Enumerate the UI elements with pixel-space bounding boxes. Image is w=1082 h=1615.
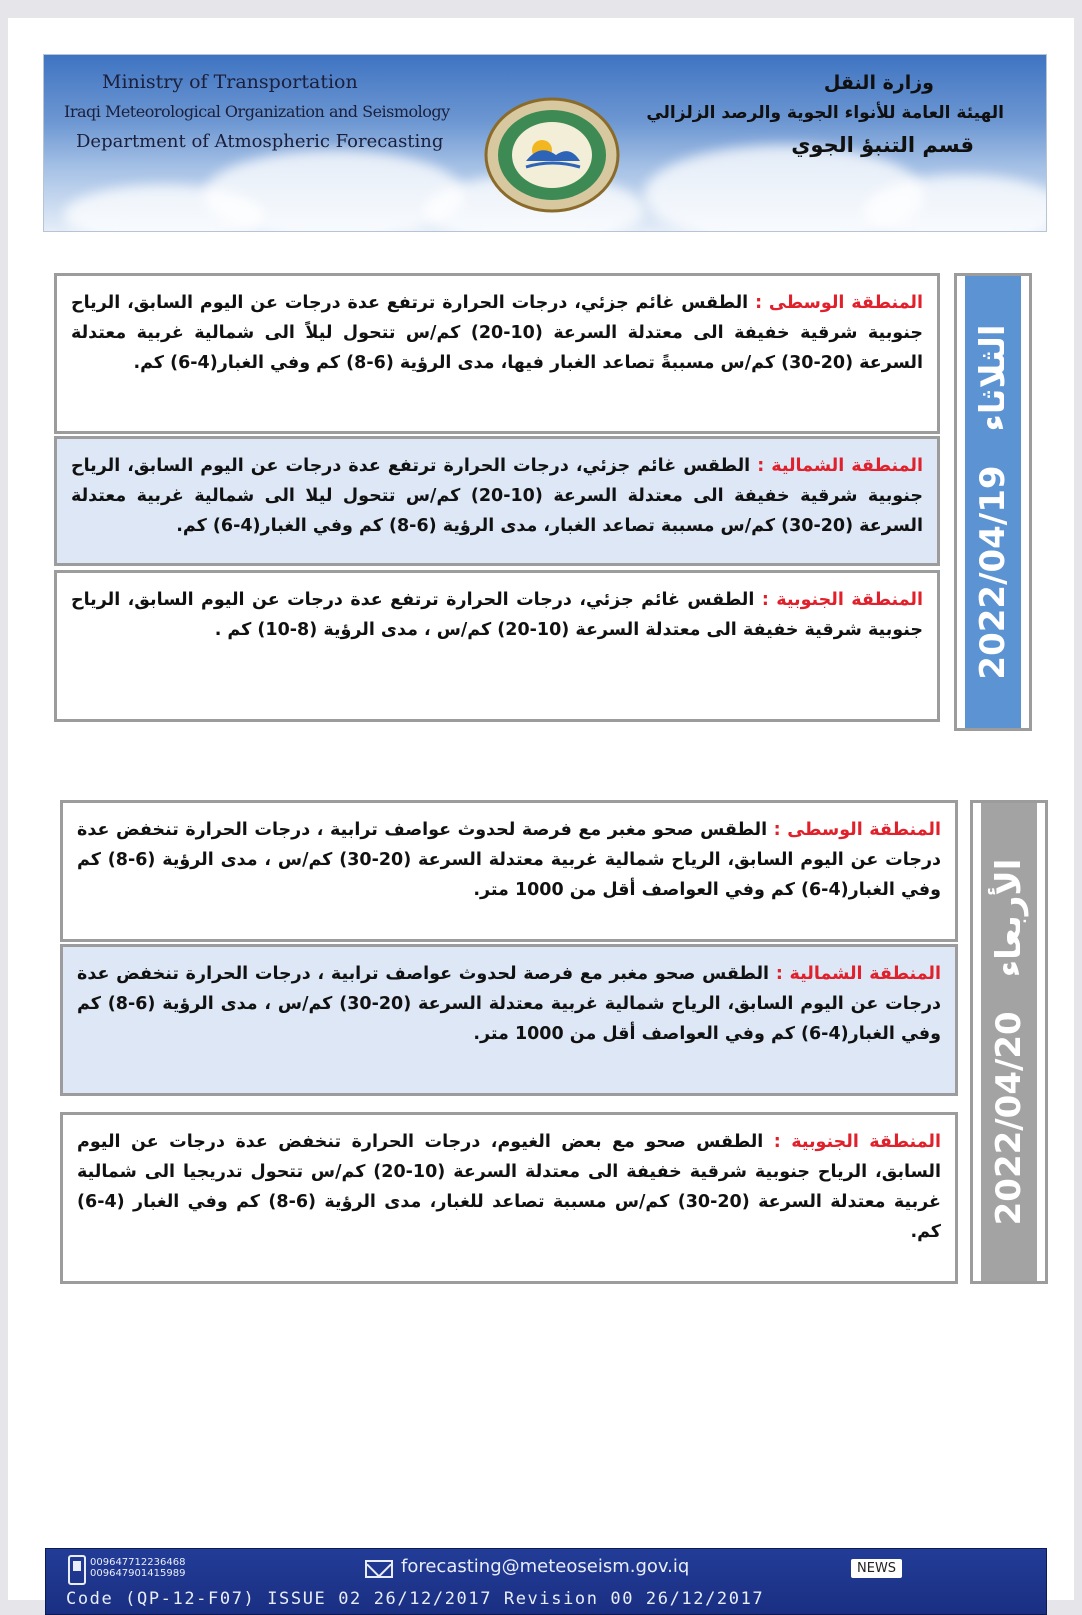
region-central [60,800,958,942]
region-forecast-text: الطقس صحو مغبر مع فرصة لحدوث عواصف ترابية ، درجات الحرارة تنخفض عدة درجات عن اليوم السابق، الرياح شمالية غربية معتدلة السرعة (20-30) كم/س ، مدى الرؤية (6-8) كم وفي الغبار(4-6) كم وفي العواصف أقل من 1000 متر. [77,820,941,900]
news-badge: NEWS [851,1559,902,1578]
region-forecast-text: الطقس غائم جزئي، درجات الحرارة ترتفع عدة درجات عن اليوم السابق، الرياح جنوبية شرقية خفيفة الى معتدلة السرعة (10-20) كم/س ، مدى الرؤية (8-10) كم . [71,590,923,640]
region-title: المنطقة الشمالية : [775,964,941,984]
footer-bar [45,1548,1047,1615]
ministry-name-en: Ministry of Transportation [102,71,358,93]
region-north [54,436,940,566]
region-south [60,1112,958,1284]
region-forecast-text: الطقس صحو مع بعض الغيوم، درجات الحرارة تنخفض عدة درجات عن اليوم السابق، الرياح جنوبية شرقية خفيفة الى معتدلة السرعة (10-20) كم/س تتحول تدريجيا الى شمالية غربية معتدلة السرعة (20-30) كم/س مسببة تصاعد للغبار، مدى الرؤية (6-8) كم وفي الغبار (4-6) كم. [77,1132,941,1242]
region-title: المنطقة الوسطى : [773,820,942,840]
header-english [64,67,450,157]
organization-name-ar: الهيئة العامة للأنواء الجوية والرصد الزلزالي [646,103,1004,123]
forecast-weekday: الثلاثاء [973,324,1013,432]
date-bar [954,273,1032,731]
phone-number: 009647901415989 [90,1568,186,1579]
date-bar [970,800,1048,1284]
region-central [54,273,940,434]
region-title: المنطقة الجنوبية : [761,590,923,610]
region-title: المنطقة الشمالية : [757,456,923,476]
ministry-name-ar: وزارة النقل [823,72,934,94]
envelope-icon [365,1560,393,1578]
region-north [60,944,958,1096]
department-name-ar: قسم التنبؤ الجوي [791,133,974,157]
organization-logo-icon [482,95,622,215]
email-address[interactable]: forecasting@meteoseism.gov.iq [401,1556,690,1577]
contact-email[interactable] [401,1556,689,1577]
phone-number: 009647712236468 [90,1557,186,1568]
department-name-en: Department of Atmospheric Forecasting [76,131,444,152]
forecast-day-1 [54,273,1054,725]
region-forecast-text: الطقس غائم جزئي، درجات الحرارة ترتفع عدة درجات عن اليوم السابق، الرياح جنوبية شرقية خفيفة الى معتدلة السرعة (10-20) كم/س تتحول ليلا الى شمالية غربية معتدلة السرعة (20-30) كم/س مسببة تصاعد الغبار، مدى الرؤية (6-8) كم وفي الغبار(4-6) كم. [71,456,923,536]
forecast-day-2 [60,800,1060,1284]
phone-icon [68,1555,86,1585]
region-title: المنطقة الجنوبية : [773,1132,941,1152]
letterhead-banner [43,54,1047,232]
header-arabic [646,69,1004,161]
phone-numbers [90,1557,185,1579]
region-title: المنطقة الوسطى : [755,293,923,313]
region-south [54,570,940,722]
forecast-date: 2022/04/20 [989,1011,1029,1226]
document-code: Code (QP-12-F07) ISSUE 02 26/12/2017 Revision 00 26/12/2017 [66,1589,765,1609]
forecast-date: 2022/04/19 [973,465,1013,680]
region-forecast-text: الطقس صحو مغبر مع فرصة لحدوث عواصف ترابية ، درجات الحرارة تنخفض عدة درجات عن اليوم السابق، الرياح شمالية غربية معتدلة السرعة (20-30) كم/س ، مدى الرؤية (6-8) كم وفي الغبار(4-6) كم وفي العواصف أقل من 1000 متر. [77,964,941,1044]
forecast-weekday: الأربعاء [989,858,1029,978]
organization-name-en: Iraqi Meteorological Organization and Seismology [64,102,450,121]
region-forecast-text: الطقس غائم جزئي، درجات الحرارة ترتفع عدة درجات عن اليوم السابق، الرياح جنوبية شرقية خفيفة الى معتدلة السرعة (10-20) كم/س تتحول ليلاً الى شمالية غربية معتدلة السرعة (20-30) كم/س مسببةً تصاعد الغبار فيها، مدى الرؤية (6-8) كم وفي الغبار(4-6) كم. [71,293,923,373]
